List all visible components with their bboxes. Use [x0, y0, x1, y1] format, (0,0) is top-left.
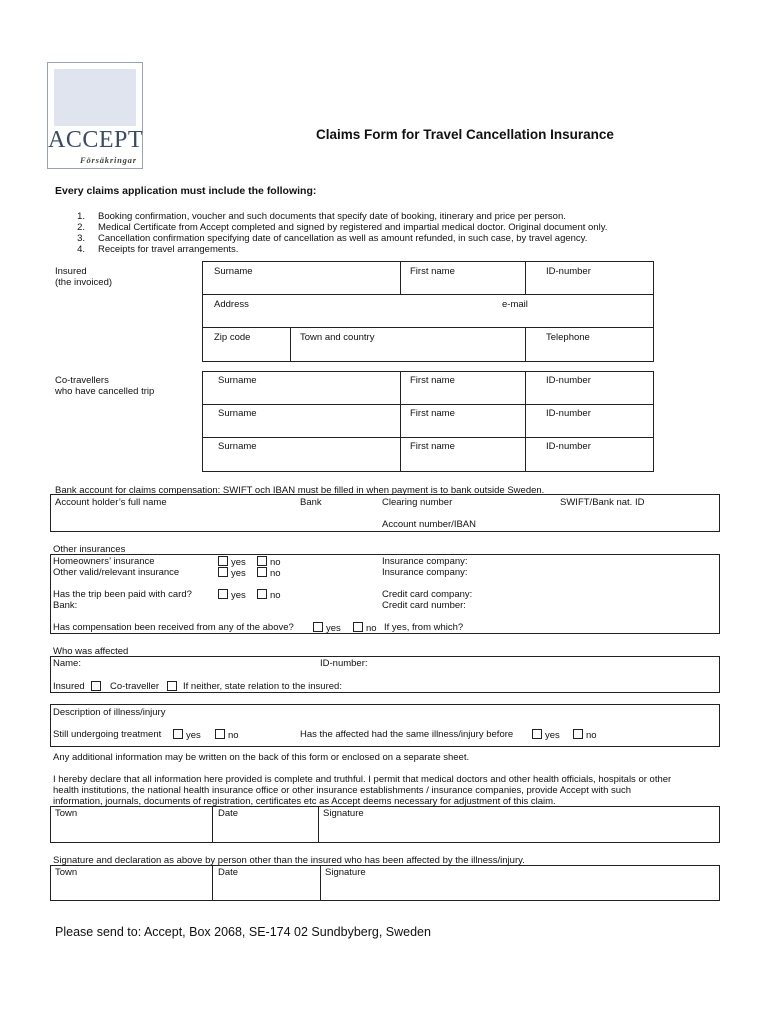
illness-description-label: Description of illness/injury [53, 707, 166, 718]
card-bank-label: Bank: [53, 600, 78, 611]
insured-zip-field[interactable] [206, 344, 290, 360]
divider [525, 327, 526, 362]
requirement-number: 4. [77, 244, 85, 255]
checkbox-icon[interactable] [257, 589, 267, 599]
affected-insured-checkbox[interactable] [91, 681, 101, 691]
account-holder-label: Account holder’s full name [55, 497, 167, 508]
other-valid-yes[interactable] [218, 567, 246, 579]
divider [212, 806, 213, 843]
paid-by-card-no[interactable] [257, 589, 281, 601]
other-date-field[interactable] [218, 881, 317, 899]
requirement-text: Medical Certificate from Accept completed and signed by registered and impartial medical doctor. Original document only. [98, 222, 608, 233]
cotraveller-id-label: ID-number [546, 441, 591, 452]
divider [290, 327, 291, 362]
clearing-label: Clearing number [382, 497, 453, 508]
requirement-text: Receipts for travel arrangements. [98, 244, 239, 255]
requirement-number: 2. [77, 222, 85, 233]
yes-label: yes [231, 590, 246, 601]
town-field[interactable] [55, 823, 209, 841]
insured-telephone-label: Telephone [546, 332, 590, 343]
iban-label: Account number/IBAN [382, 519, 476, 530]
page-title: Claims Form for Travel Cancellation Insurance [316, 127, 614, 142]
no-label: no [228, 730, 239, 741]
divider [525, 261, 526, 294]
divider [202, 327, 654, 328]
no-label: no [270, 557, 281, 568]
insured-label: Insured [55, 266, 87, 277]
requirements-heading: Every claims application must include the following: [55, 185, 317, 197]
divider [525, 371, 526, 472]
compensation-yes[interactable] [313, 622, 341, 634]
divider [212, 865, 213, 901]
same-illness-yes[interactable] [532, 729, 560, 741]
declaration-line: I hereby declare that all information here provided is complete and truthful. I permit that medical doctors and other health officials, hospitals or other [53, 774, 672, 785]
checkbox-icon[interactable] [215, 729, 225, 739]
insured-id-field[interactable] [530, 278, 652, 294]
divider [400, 371, 401, 472]
other-town-field[interactable] [55, 881, 209, 899]
cotraveller-surname-field[interactable] [214, 388, 398, 404]
checkbox-icon[interactable] [218, 589, 228, 599]
credit-card-number-label: Credit card number: [382, 600, 466, 611]
yes-label: yes [545, 730, 560, 741]
declaration-line: information, journals, documents of registration, certificates etc as Accept deems necessary for adjustment of this claim. [53, 796, 556, 807]
insured-email-label: e-mail [502, 299, 528, 310]
still-treatment-no[interactable] [215, 729, 239, 741]
signature-label: Signature [323, 808, 364, 819]
no-label: no [586, 730, 597, 741]
insured-telephone-field[interactable] [530, 344, 652, 360]
no-label: no [366, 623, 377, 634]
declaration-line: health institutions, the national health insurance office or other insurance establishments / insurance companies, provide Accept with such [53, 785, 632, 796]
same-illness-label: Has the affected had the same illness/injury before [300, 729, 514, 740]
other-signature-field[interactable] [325, 881, 719, 899]
signature-label: Signature [325, 867, 366, 878]
paid-by-card-label: Has the trip been paid with card? [53, 589, 192, 600]
checkbox-icon[interactable] [532, 729, 542, 739]
yes-label: yes [186, 730, 201, 741]
date-label: Date [218, 808, 239, 819]
divider [400, 261, 401, 294]
insured-zip-label: Zip code [214, 332, 251, 343]
paid-by-card-yes[interactable] [218, 589, 246, 601]
checkbox-icon[interactable] [353, 622, 363, 632]
same-illness-no[interactable] [573, 729, 597, 741]
no-label: no [270, 590, 281, 601]
divider [320, 865, 321, 901]
cotraveller-surname-label: Surname [218, 375, 257, 386]
requirement-text: Booking confirmation, voucher and such documents that specify date of booking, itinerary and price per person. [98, 211, 566, 222]
affected-name-label: Name: [53, 658, 81, 669]
insurance-company-label: Insurance company: [382, 556, 468, 567]
checkbox-icon[interactable] [257, 567, 267, 577]
divider [202, 404, 654, 405]
still-treatment-label: Still undergoing treatment [53, 729, 162, 740]
requirement-number: 1. [77, 211, 85, 222]
checkbox-icon[interactable] [573, 729, 583, 739]
insured-address-field[interactable] [214, 311, 498, 327]
homeowners-label: Homeowners’ insurance [53, 556, 155, 567]
cotraveller-surname-label: Surname [218, 441, 257, 452]
compensation-question: Has compensation been received from any of the above? [53, 622, 294, 633]
town-label: Town [55, 867, 78, 878]
requirement-text: Cancellation confirmation specifying date of cancellation as well as amount refunded, in such case, by travel agency. [98, 233, 588, 244]
date-field[interactable] [218, 823, 317, 841]
checkbox-icon[interactable] [173, 729, 183, 739]
cotraveller-id-label: ID-number [546, 375, 591, 386]
signature-field[interactable] [323, 823, 717, 841]
affected-heading: Who was affected [53, 646, 129, 657]
requirement-number: 3. [77, 233, 85, 244]
cotraveller-surname-label: Surname [218, 408, 257, 419]
other-insurances-heading: Other insurances [53, 544, 126, 555]
insured-address-label: Address [214, 299, 249, 310]
swift-label: SWIFT/Bank nat. ID [560, 497, 645, 508]
bank-heading: Bank account for claims compensation: SWIFT och IBAN must be filled in when payment is to bank outside Sweden. [55, 485, 545, 496]
divider [202, 437, 654, 438]
affected-insured-label: Insured [53, 681, 85, 692]
cotraveller-id-label: ID-number [546, 408, 591, 419]
cotraveller-surname-field[interactable] [214, 421, 398, 437]
cotravellers-sublabel: who have cancelled trip [55, 386, 155, 397]
checkbox-icon[interactable] [218, 567, 228, 577]
cotravellers-label: Co-travellers [55, 375, 109, 386]
insured-sublabel: (the invoiced) [55, 277, 113, 288]
credit-card-company-label: Credit card company: [382, 589, 473, 600]
no-label: no [270, 568, 281, 579]
date-label: Date [218, 867, 239, 878]
cotraveller-firstname-label: First name [410, 375, 455, 386]
cotraveller-firstname-label: First name [410, 408, 455, 419]
checkbox-icon[interactable] [257, 556, 267, 566]
other-person-declaration: Signature and declaration as above by person other than the insured who has been affected by the illness/injury. [53, 855, 525, 866]
insured-firstname-label: First name [410, 266, 455, 277]
divider [202, 294, 654, 295]
if-yes-label: If yes, from which? [384, 622, 464, 633]
bank-label: Bank [300, 497, 322, 508]
insured-email-field[interactable] [500, 311, 652, 327]
cotraveller-surname-field[interactable] [214, 454, 398, 470]
affected-cotraveller-label: Co-traveller [110, 681, 160, 692]
divider [318, 806, 319, 843]
affected-cotraveller-checkbox[interactable] [167, 681, 177, 691]
yes-label: yes [326, 623, 341, 634]
logo-text: ACCEPT [48, 127, 144, 153]
affected-id-label: ID-number: [320, 658, 368, 669]
insured-town-label: Town and country [300, 332, 375, 343]
logo-tint [54, 69, 136, 126]
insured-town-field[interactable] [295, 344, 524, 360]
checkbox-icon[interactable] [313, 622, 323, 632]
insured-surname-label: Surname [214, 266, 253, 277]
other-valid-no[interactable] [257, 567, 281, 579]
cotraveller-firstname-label: First name [410, 441, 455, 452]
insured-surname-field[interactable] [214, 278, 398, 294]
insured-id-label: ID-number [546, 266, 591, 277]
insurance-company-label: Insurance company: [382, 567, 468, 578]
other-valid-label: Other valid/relevant insurance [53, 567, 180, 578]
compensation-no[interactable] [353, 622, 377, 634]
town-label: Town [55, 808, 78, 819]
checkbox-icon[interactable] [218, 556, 228, 566]
additional-info-note: Any additional information may be written on the back of this form or enclosed on a separate sheet. [53, 752, 470, 763]
logo-subtitle: Försäkringar [80, 155, 137, 165]
insured-firstname-field[interactable] [405, 278, 524, 294]
yes-label: yes [231, 568, 246, 579]
yes-label: yes [231, 557, 246, 568]
send-to-address: Please send to: Accept, Box 2068, SE-174 02 Sundbyberg, Sweden [55, 925, 431, 939]
still-treatment-yes[interactable] [173, 729, 201, 741]
affected-relation-label: If neither, state relation to the insured: [183, 681, 342, 692]
